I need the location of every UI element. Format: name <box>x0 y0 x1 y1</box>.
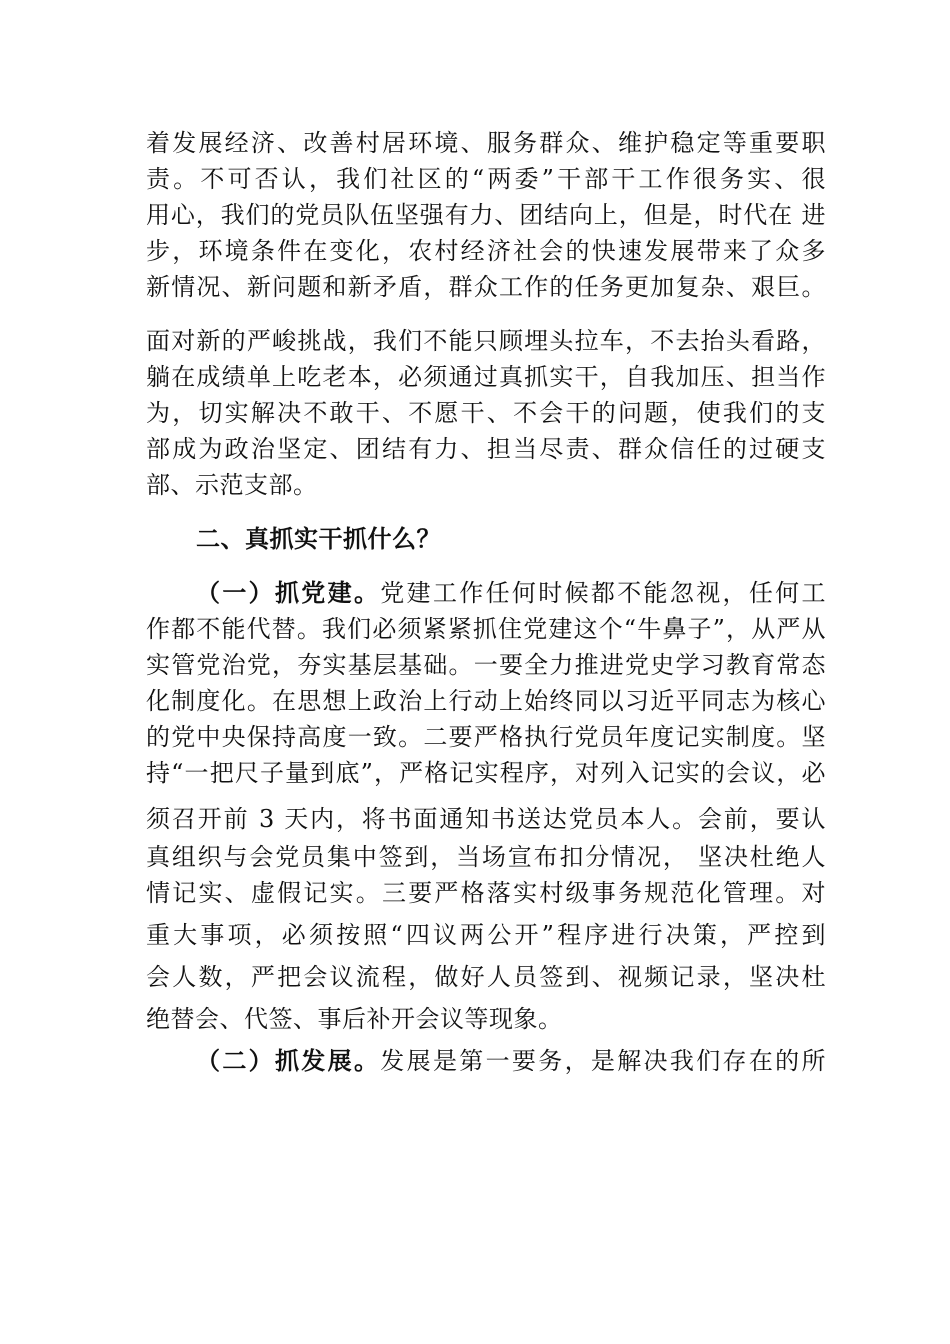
paragraph-line: 作都不能代替。我们必须紧紧抓住党建这个“牛鼻子”，从严从 <box>146 615 826 643</box>
paragraph-line: 责。不可否认，我们社区的“两委”干部干工作很务实、很 <box>146 165 826 193</box>
paragraph-line: 重大事项，必须按照“四议两公开”程序进行决策，严控到 <box>146 921 826 949</box>
paragraph-text: 发展是第一要务，是解决我们存在的所 <box>380 1047 827 1075</box>
paragraph-text: 党建工作任何时候都不能忽视，任何工 <box>380 579 827 607</box>
paragraph-line: 绝替会、代签、事后补开会议等现象。 <box>146 1005 563 1033</box>
paragraph-line: 实管党治党，夯实基层基础。一要全力推进党史学习教育常态 <box>146 651 826 679</box>
paragraph-line: 须召开前 3 天内，将书面通知书送达党员本人。会前，要认 <box>146 805 826 833</box>
paragraph-line: 面对新的严峻挑战，我们不能只顾埋头拉车，不去抬头看路， <box>146 327 826 355</box>
subsection-title: （二）抓发展。 <box>196 1047 381 1075</box>
paragraph-line: 持“一把尺子量到底”，严格记实程序，对列入记实的会议，必 <box>146 759 826 787</box>
paragraph-line <box>196 1042 826 1080</box>
paragraph-line: 化制度化。在思想上政治上行动上始终同以习近平同志为核心 <box>146 687 826 715</box>
subsection-title: （一）抓党建。 <box>196 579 381 607</box>
section-heading: 二、真抓实干抓什么？ <box>196 525 441 553</box>
paragraph-line: 新情况、新问题和新矛盾，群众工作的任务更加复杂、艰巨。 <box>146 273 826 301</box>
paragraph-line: 躺在成绩单上吃老本，必须通过真抓实干，自我加压、担当作 <box>146 363 826 391</box>
paragraph-line: 情记实、虚假记实。三要严格落实村级事务规范化管理。对 <box>146 879 826 907</box>
paragraph-line: 着发展经济、改善村居环境、服务群众、维护稳定等重要职 <box>146 129 826 157</box>
paragraph-line: 部、示范支部。 <box>146 471 318 499</box>
paragraph-line: 部成为政治坚定、团结有力、担当尽责、群众信任的过硬支 <box>146 435 826 463</box>
paragraph-line: 步，环境条件在变化，农村经济社会的快速发展带来了众多 <box>146 237 826 265</box>
paragraph-line <box>196 574 826 612</box>
paragraph-line: 用心，我们的党员队伍坚强有力、团结向上，但是，时代在 进 <box>146 201 826 229</box>
paragraph-line: 的党中央保持高度一致。二要严格执行党员年度记实制度。坚 <box>146 723 826 751</box>
paragraph-line: 为，切实解决不敢干、不愿干、不会干的问题，使我们的支 <box>146 399 826 427</box>
paragraph-line: 真组织与会党员集中签到，当场宣布扣分情况， 坚决杜绝人 <box>146 843 826 871</box>
paragraph-line: 会人数，严把会议流程，做好人员签到、视频记录，坚决杜 <box>146 963 826 991</box>
